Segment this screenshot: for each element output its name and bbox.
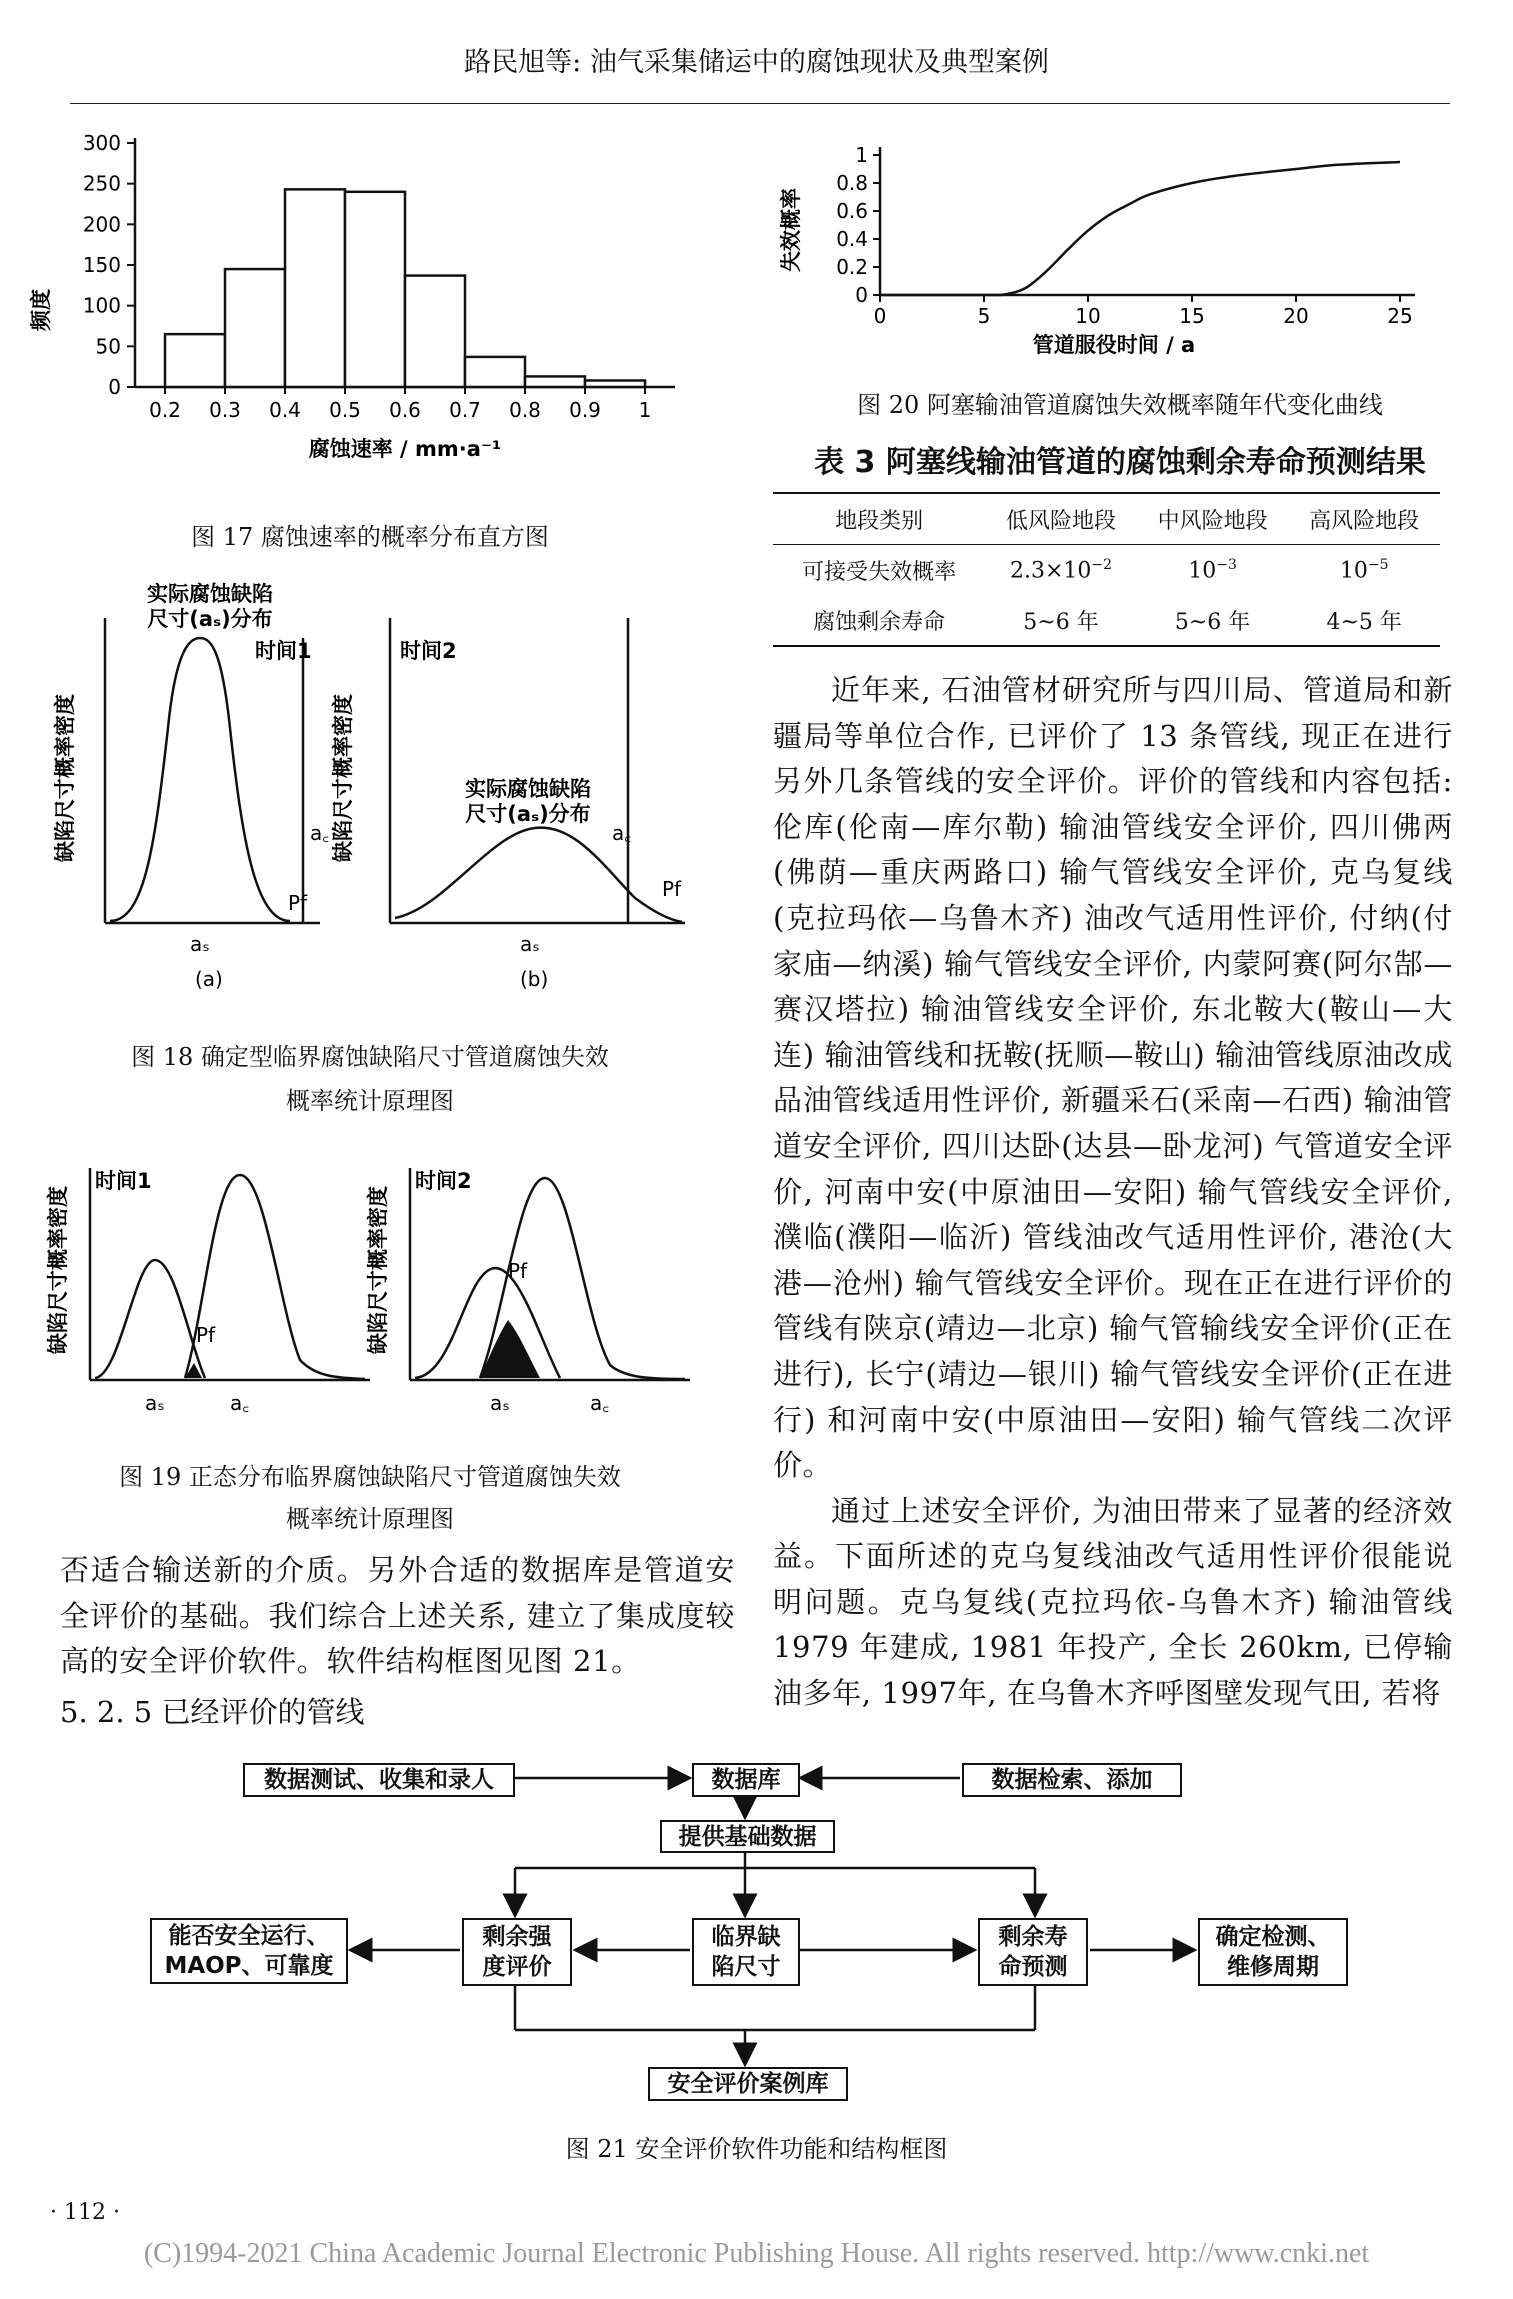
fig17-bar	[225, 269, 285, 387]
fig19a-as: aₛ	[145, 1391, 165, 1415]
table3-title: 表 3 阿塞线输油管道的腐蚀剩余寿命预测结果	[814, 445, 1426, 480]
page-number: · 112 ·	[50, 2200, 120, 2225]
fig18-diagram	[50, 578, 710, 998]
fig17-y-tick-label: 300	[82, 131, 121, 155]
fig20-line-chart	[770, 130, 1490, 380]
fig18a-title1: 实际腐蚀缺陷	[147, 582, 273, 606]
fig20-y-tick-label: 0.4	[836, 227, 868, 251]
box-provide-data: 提供基础数据	[660, 1820, 835, 1853]
fig17-xlabel: 腐蚀速率 / mm·a⁻¹	[308, 437, 502, 461]
fig17-y-tick-label: 100	[82, 293, 121, 318]
fig19-diagram	[46, 1150, 710, 1420]
fig17-bar	[165, 334, 225, 387]
box-remaining-life: 剩余寿 命预测	[978, 1918, 1088, 1986]
fig20-ylabel: 失效概率	[779, 188, 803, 272]
fig19-panel-b	[366, 1168, 690, 1415]
table3-header: 地段类别	[835, 508, 924, 534]
fig18b-title2: 尺寸(aₛ)分布	[465, 802, 591, 826]
fig17-x-tick-label: 0.6	[389, 398, 421, 422]
fig17-x-tick-label: 0.7	[449, 398, 481, 422]
fig17-caption: 图 17 腐蚀速率的概率分布直方图	[191, 523, 549, 551]
fig18a-ylabel: 缺陷尺寸概率密度	[53, 694, 77, 862]
fig19a-ylabel: 缺陷尺寸概率密度	[46, 1186, 70, 1354]
running-header: 路民旭等: 油气采集储运中的腐蚀现状及典型案例	[464, 47, 1049, 78]
fig17-bar	[285, 189, 345, 387]
fig20-x-tick-label: 25	[1387, 304, 1413, 328]
box-safe-operation: 能否安全运行、 MAOP、可靠度	[150, 1918, 348, 1984]
fig17-histogram	[0, 120, 740, 480]
fig17-bar	[405, 276, 465, 387]
table3-header: 低风险地段	[1006, 508, 1117, 534]
fig18b-ac: a꜀	[612, 821, 632, 845]
fig18b-pf: Pf	[662, 877, 682, 901]
fig19a-time: 时间1	[95, 1169, 152, 1193]
right-paragraph-1: 近年来, 石油管材研究所与四川局、管道局和新疆局等单位合作, 已评价了 13 条管线, 现正在进行另外几条管线的安全评价。评价的管线和内容包括: 伦库(伦南—库尔勒) 输油管线安全评价, 四川佛两(佛荫—重庆两路口) 输气管线安全评价, 克乌复线(克拉玛依—乌鲁木齐) 油改气适用性评价, 付纳(付家庙—纳溪) 输气管线安全评价, 内蒙阿赛(阿尔郜—赛汉塔拉) 输油管线安全评价, 东北鞍大(鞍山—大连) 输油管线和抚鞍(抚顺—鞍山) 输油管线原油改成品油管线适用性评价, 新疆采石(采南—石西) 输油管道安全评价, 四川达卧(达县—卧龙河) 气管道安全评价, 河南中安(中原油田—安阳) 输气管线安全评价, 濮临(濮阳—临沂) 管线油改气适用性评价, 港沧(大港—沧州) 输气管线安全评价。现在正在进行评价的管线有陕京(靖边—北京) 输气管输线安全评价(正在进行), 长宁(靖边—银川) 输气管线安全评价(正在进行) 和河南中安(中原油田—安阳) 输气管线二次评价。	[773, 673, 1453, 1483]
fig20-y-tick-label: 1	[855, 143, 868, 167]
table3-cell: 腐蚀剩余寿命	[813, 609, 946, 635]
fig17-x-tick-label: 0.4	[269, 398, 301, 422]
fig19-caption-line2: 概率统计原理图	[286, 1505, 454, 1533]
box-inspection-cycle: 确定检测、 维修周期	[1198, 1918, 1348, 1986]
fig20-xlabel: 管道服役时间 / a	[1032, 333, 1196, 357]
table3-cell: $2.3\times 10^{-2}$	[1009, 556, 1113, 584]
table3-row	[773, 545, 1440, 596]
fig17-x-tick-label: 1	[638, 398, 652, 422]
fig20-x-tick-label: 10	[1075, 304, 1101, 328]
fig19-caption-line1: 图 19 正态分布临界腐蚀缺陷尺寸管道腐蚀失效	[119, 1463, 621, 1491]
table3-row	[773, 595, 1440, 646]
fig19b-time: 时间2	[415, 1169, 472, 1193]
table3-header: 高风险地段	[1309, 508, 1420, 534]
fig20-y-tick-label: 0	[855, 283, 868, 307]
fig18a-title2: 尺寸(aₛ)分布	[147, 607, 273, 631]
header-rule	[70, 103, 1450, 104]
fig17-x-tick-label: 0.9	[569, 398, 601, 422]
fig17-y-tick-label: 0	[108, 375, 121, 399]
fig18-panel-a	[53, 582, 329, 991]
box-critical-defect: 临界缺 陷尺寸	[692, 1918, 800, 1986]
fig20-y-tick-label: 0.2	[836, 255, 868, 279]
fig17-bar	[345, 192, 405, 387]
left-column-text	[60, 1548, 735, 1685]
fig18b-sub: (b)	[520, 967, 549, 991]
table3-cell: 5~6 年	[1023, 609, 1099, 635]
fig17-bar	[585, 380, 645, 387]
fig17-bar	[465, 357, 525, 387]
fig19b-pf: Pf	[508, 1259, 528, 1283]
fig17-x-tick-label: 0.5	[329, 398, 361, 422]
section-heading: 5. 2. 5 已经评价的管线	[60, 1695, 365, 1729]
fig19-panel-a	[46, 1168, 370, 1415]
copyright-watermark: (C)1994-2021 China Academic Journal Electronic Publishing House. All rights reserved. http://www.cnki.net	[143, 2238, 1370, 2269]
fig21-caption: 图 21 安全评价软件功能和结构框图	[565, 2135, 948, 2163]
fig18b-as: aₛ	[520, 932, 540, 956]
fig18a-sub: (a)	[195, 967, 223, 991]
fig18-caption-line1: 图 18 确定型临界腐蚀缺陷尺寸管道腐蚀失效	[131, 1043, 609, 1071]
fig18a-pf: Pf	[288, 891, 308, 915]
fig18a-as: aₛ	[190, 932, 210, 956]
fig18-panel-b	[331, 618, 685, 991]
fig17-y-tick-label: 150	[82, 253, 121, 277]
box-database: 数据库	[692, 1763, 800, 1797]
fig19a-ac: a꜀	[230, 1391, 250, 1415]
table3-cell: 4~5 年	[1326, 609, 1402, 635]
fig18a-ac: a꜀	[310, 821, 330, 845]
fig19b-ylabel: 缺陷尺寸概率密度	[366, 1186, 390, 1354]
fig18b-time: 时间2	[400, 639, 457, 663]
fig17-y-tick-label: 50	[95, 334, 121, 359]
table3-cell: $10^{-3}$	[1188, 556, 1237, 584]
table3-cell: 5~6 年	[1174, 609, 1251, 635]
fig20-x-tick-label: 5	[977, 304, 991, 328]
box-case-library: 安全评价案例库	[648, 2067, 848, 2101]
fig17-x-tick-label: 0.8	[509, 398, 541, 422]
table3-header: 中风险地段	[1157, 508, 1268, 534]
table3-cell: $10^{-5}$	[1339, 556, 1389, 584]
fig20-x-tick-label: 20	[1283, 304, 1309, 328]
fig20-y-tick-label: 0.8	[836, 171, 868, 195]
fig18a-time: 时间1	[255, 639, 312, 663]
fig20-x-tick-label: 15	[1179, 304, 1205, 328]
fig20-series-line	[880, 162, 1400, 295]
fig17-y-tick-label: 250	[82, 171, 121, 196]
fig18b-title1: 实际腐蚀缺陷	[465, 777, 591, 801]
table3-header-row	[773, 493, 1440, 545]
fig17-bar	[525, 376, 585, 387]
left-paragraph: 否适合输送新的介质。另外合适的数据库是管道安全评价的基础。我们综合上述关系, 建立了集成度较高的安全评价软件。软件结构框图见图 21。	[60, 1553, 735, 1679]
fig18b-ylabel: 缺陷尺寸概率密度	[331, 694, 355, 862]
fig19a-pf: Pf	[196, 1323, 216, 1347]
fig17-ylabel: 频度	[29, 289, 53, 331]
table3-cell: 可接受失效概率	[802, 559, 957, 585]
fig18-caption-line2: 概率统计原理图	[286, 1087, 454, 1115]
right-column-text	[773, 668, 1453, 1717]
fig17-x-tick-label: 0.3	[209, 398, 241, 422]
fig17-x-tick-label: 0.2	[149, 398, 181, 422]
fig20-y-tick-label: 0.6	[836, 199, 868, 223]
box-residual-strength: 剩余强 度评价	[462, 1918, 572, 1986]
fig19b-as: aₛ	[490, 1391, 510, 1415]
fig20-x-tick-label: 0	[873, 304, 887, 328]
fig19b-ac: a꜀	[590, 1391, 610, 1415]
table3	[773, 492, 1440, 647]
right-paragraph-2: 通过上述安全评价, 为油田带来了显著的经济效益。下面所述的克乌复线油改气适用性评价很能说明问题。克乌复线(克拉玛依-乌鲁木齐) 输油管线 1979 年建成, 1981 年投产, 全长 260km, 已停输油多年, 1997年, 在乌鲁木齐呼图壁发现气田, 若将	[773, 1493, 1453, 1711]
box-data-collect: 数据测试、收集和录人	[243, 1763, 515, 1797]
box-data-search: 数据检索、添加	[962, 1763, 1182, 1797]
fig20-caption: 图 20 阿塞输油管道腐蚀失效概率随年代变化曲线	[857, 391, 1383, 419]
fig17-y-tick-label: 200	[82, 212, 121, 237]
